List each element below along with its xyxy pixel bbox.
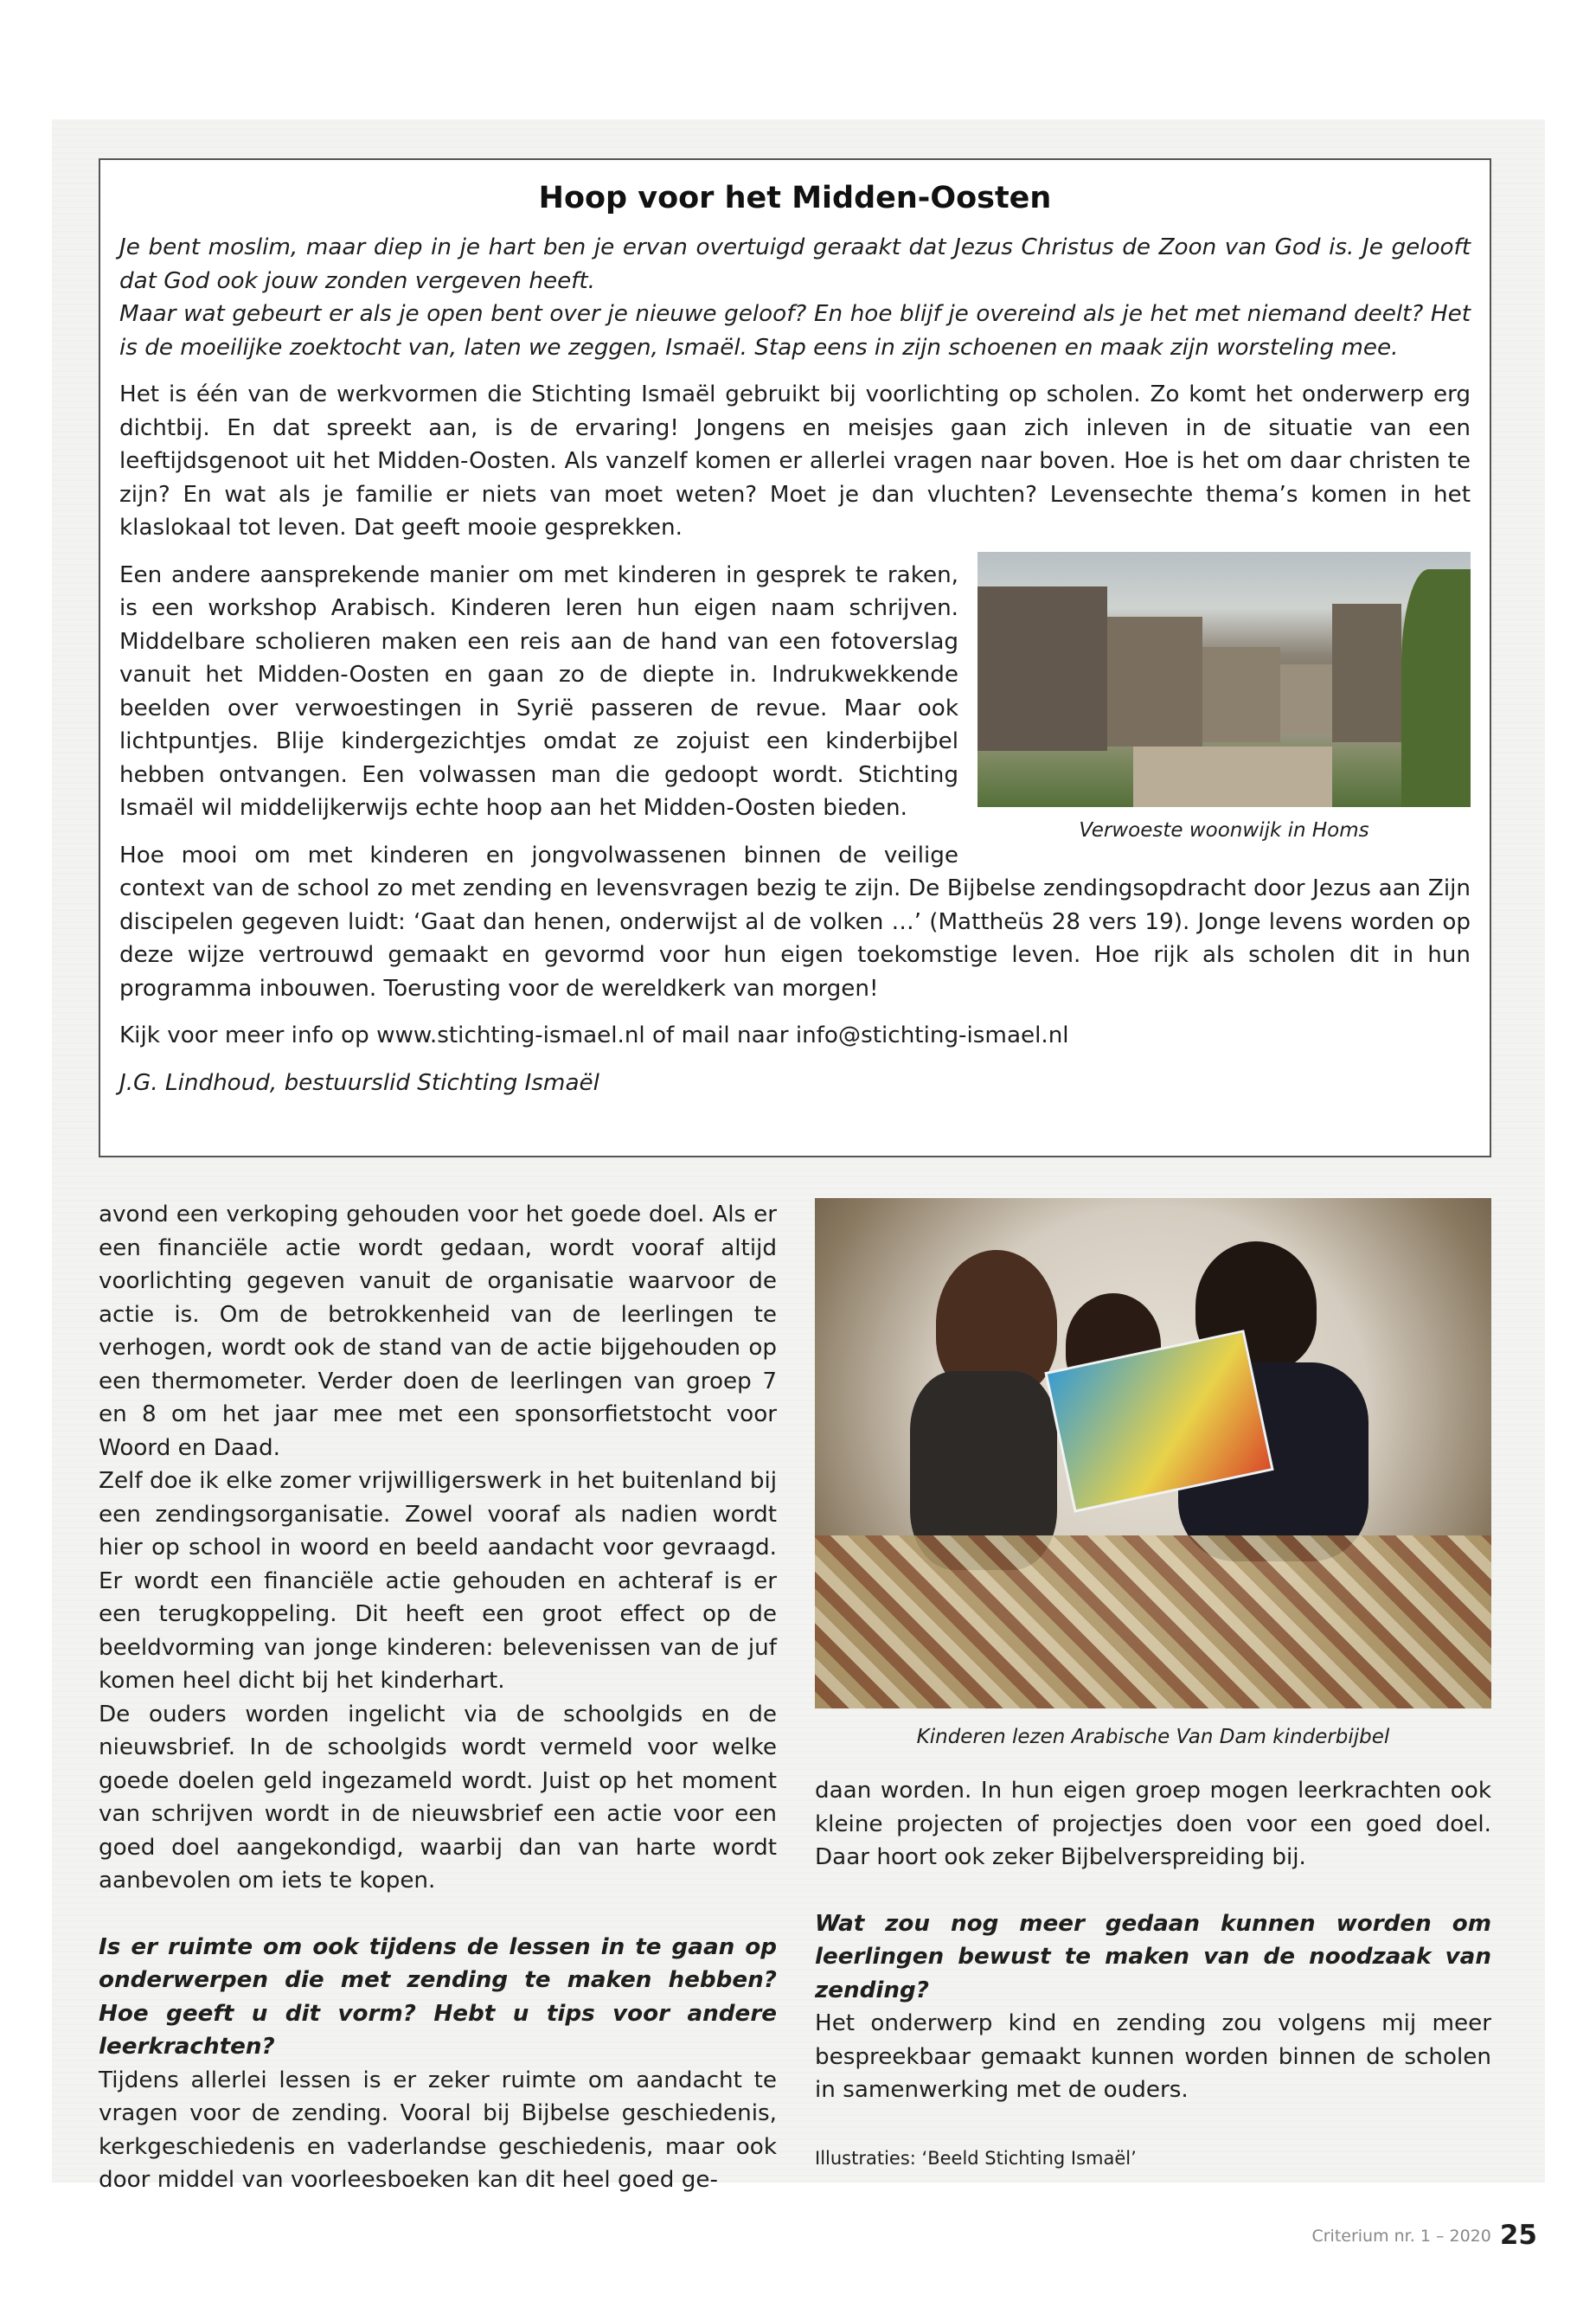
box-intro-1: Je bent moslim, maar diep in je hart ben je ervan overtuigd geraakt dat Jezus Christus de Zoon van God is. Je gelooft dat God ook jouw zonden vergeven heeft.	[119, 234, 1471, 294]
right-question: Wat zou nog meer gedaan kunnen worden om leerlingen bewust te maken van de noodzaak van zending?	[815, 1910, 1491, 2003]
photo-homs-ruins	[977, 552, 1471, 807]
left-answer: Tijdens allerlei lessen is er zeker ruimte om aandacht te vragen voor de zending. Vooral bij Bijbelse geschiedenis, kerkgeschiedenis en vaderlandse geschiedenis, maar ook door middel van voorleesboeken kan dit heel goed ge-	[99, 2067, 777, 2193]
publication-label: Criterium nr. 1 – 2020	[1311, 2227, 1491, 2246]
left-paragraph-3: De ouders worden ingelicht via de schoolgids en de nieuwsbrief. In de schoolgids wordt vermeld voor welke goede doelen geld ingezameld wordt. Juist op het moment van schrijven wordt in de nieuwsbrief een actie voor een goed doel aangekondigd, waarbij dan van harte wordt aanbevolen om iets te kopen.	[99, 1701, 777, 1894]
sidebar-box-hoop	[99, 158, 1491, 1157]
box-info-line: Kijk voor meer info op www.stichting-ismael.nl of mail naar info@stichting-ismael.nl	[119, 1022, 1069, 1048]
right-answer: Het onderwerp kind en zending zou volgens mij meer bespreekbaar gemaakt kunnen worden binnen de scholen in samenwerking met de ouders.	[815, 2010, 1491, 2103]
page-number: 25	[1499, 2220, 1537, 2251]
box-signature: J.G. Lindhoud, bestuurslid Stichting Ismaël	[119, 1069, 599, 1096]
right-column	[815, 1198, 1491, 2189]
box-paragraph-1: Het is één van de werkvormen die Stichting Ismaël gebruikt bij voorlichting op scholen. Zo komt het onderwerp erg dichtbij. En dat spreekt aan, is de ervaring! Jongens en meisjes gaan zich inleven in de situatie van een leeftijdsgenoot uit het Midden-Oosten. Als vanzelf komen er allerlei vragen naar boven. Hoe is het om daar christen te zijn? En wat als je familie er niets van moet weten? Moet je dan vluchten? Levensechte thema’s komen in het klaslokaal tot leven. Dat geeft mooie gesprekken.	[119, 381, 1471, 541]
box-title: Hoop voor het Midden-Oosten	[538, 181, 1052, 215]
left-paragraph-2: Zelf doe ik elke zomer vrijwilligerswerk in het buitenland bij een zendingsorganisatie. Zowel vooraf als nadien wordt hier op school in woord en beeld aandacht voor gevraagd. Er wordt een financiële actie gehouden en achteraf is er een terugkoppeling. Dit heeft een groot effect op de beeldvorming van jonge kinderen: belevenissen van de juf komen heel dicht bij het kinderhart.	[99, 1468, 777, 1694]
page-footer	[1311, 2220, 1537, 2251]
photo-children-reading	[815, 1198, 1491, 1708]
right-paragraph-1: daan worden. In hun eigen groep mogen leerkrachten ook kleine projecten of projectjes doen voor een goed doel. Daar hoort ook zeker Bijbelverspreiding bij.	[815, 1778, 1491, 1870]
left-question: Is er ruimte om ook tijdens de lessen in te gaan op onderwerpen die met zending te maken hebben? Hoe geeft u dit vorm? Hebt u tips voor andere leerkrachten?	[99, 1933, 777, 2060]
left-paragraph-1: avond een verkoping gehouden voor het goede doel. Als er een financiële actie wordt gedaan, wordt vooraf altijd voorlichting gegeven vanuit de organisatie waarvoor de actie is. Om de betrokkenheid van de leerlingen te verhogen, wordt ook de stand van de actie bijgehouden op een thermometer. Verder doen de leerlingen van groep 7 en 8 om het jaar mee met een sponsorfietstocht voor Woord en Daad.	[99, 1202, 777, 1461]
box-paragraph-2: Een andere aansprekende manier om met kinderen in gesprek te raken, is een workshop Arabisch. Kinderen leren hun eigen naam schrijven. Middelbare scholieren maken een reis aan de hand van een fotoverslag vanuit het Midden-Oosten en gaan zo de diepte in. Indrukwekkende beelden over verwoestingen in Syrië passeren de revue. Maar ook lichtpuntjes. Blije kindergezichtjes omdat ze zojuist een kinderbijbel hebben ontvangen. Een volwassen man die gedoopt wordt. Stichting Ismaël wil middelijkerwijs echte hoop aan het Midden-Oosten bieden.	[119, 561, 958, 821]
box-paragraph-3: Hoe mooi om met kinderen en jongvolwassenen binnen de veilige context van de school zo met zending en levensvragen bezig te zijn. De Bijbelse zendingsopdracht door Jezus aan Zijn discipelen gegeven luidt: ‘Gaat dan henen, onderwijst al de volken …’ (Mattheüs 28 vers 19). Jonge levens worden op deze wijze vertrouwd gemaakt en gevormd voor hun eigen toekomstige leven. Hoe rijk als scholen dit in hun programma inbouwen. Toerusting voor de wereldkerk van morgen!	[119, 842, 1471, 1002]
left-column	[99, 1198, 777, 2197]
illustration-credits: Illustraties: ‘Beeld Stichting Ismaël’	[815, 2147, 1137, 2169]
box-intro-2: Maar wat gebeurt er als je open bent over je nieuwe geloof? En hoe blijf je overeind als je het met niemand deelt? Het is de moeilijke zoektocht van, laten we zeggen, Ismaël. Stap eens in zijn schoenen en maak zijn worsteling mee.	[119, 301, 1471, 361]
photo-children-caption: Kinderen lezen Arabische Van Dam kinderbijbel	[916, 1726, 1390, 1748]
photo-homs-caption: Verwoeste woonwijk in Homs	[1079, 818, 1369, 842]
